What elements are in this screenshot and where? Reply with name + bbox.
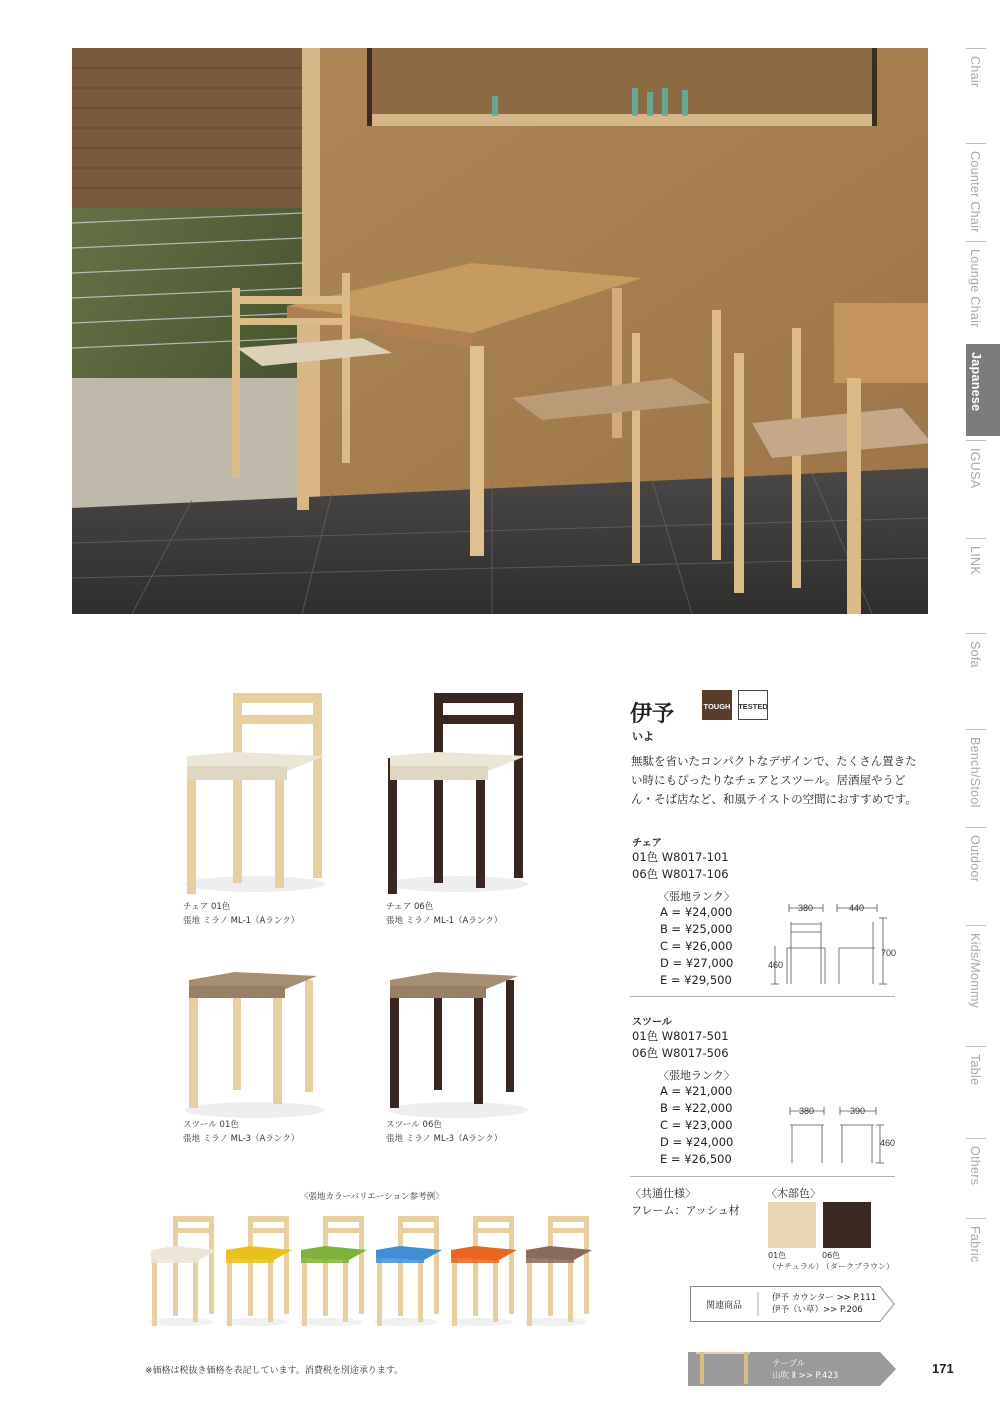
- stool-heading: スツール: [632, 1017, 672, 1028]
- chair-heading: チェア: [632, 838, 662, 849]
- nav-label: Chair: [968, 56, 982, 88]
- product-code: 06色 W8017-106: [632, 867, 729, 881]
- price-row: D = ¥27,000: [660, 956, 734, 970]
- restaurant-scene-image: [72, 48, 928, 614]
- caption-stool-06: [386, 1118, 502, 1146]
- chair-codes: [632, 849, 729, 883]
- tested-badge: [738, 690, 768, 720]
- nav-item-sofa[interactable]: [966, 633, 1000, 729]
- wood-swatch-natural: [768, 1202, 816, 1248]
- nav-label: Fabric: [968, 1226, 982, 1263]
- nav-label: Japanese: [969, 352, 983, 412]
- price-row: C = ¥23,000: [660, 1118, 733, 1132]
- page-number: 171: [932, 1361, 954, 1376]
- product-description: 無駄を省いたコンパクトなデザインで、たくさん置きたい時にもぴったりなチェアとスツール。居酒屋やうどん・そば店など、和風テイストの空間におすすめです。: [631, 754, 917, 806]
- variation-heading: 〈張地カラーバリエーション参考例〉: [300, 1192, 444, 1202]
- nav-label: Outdoor: [968, 835, 982, 883]
- stool-natural-image: [175, 962, 335, 1122]
- nav-label: Bench/Stool: [968, 737, 982, 808]
- variation-chair: [449, 1216, 517, 1326]
- stool-price-list: [660, 1083, 733, 1168]
- price-row: E = ¥29,500: [660, 973, 732, 987]
- caption-chair-06: [386, 900, 502, 928]
- related-link-igusa[interactable]: 伊予（い草）>> P.206: [772, 1305, 863, 1315]
- caption-line: 張地 ミラノ ML-3（Aランク）: [386, 1134, 503, 1144]
- divider: [630, 1176, 895, 1177]
- nav-item-japanese[interactable]: [966, 344, 1000, 436]
- variation-chair: [524, 1216, 592, 1326]
- product-reading: いよ: [632, 730, 654, 743]
- nav-item-igusa[interactable]: [966, 440, 1000, 538]
- nav-item-table[interactable]: [966, 1046, 1000, 1138]
- badge-text: TOUGH: [703, 702, 731, 711]
- nav-label: IGUSA: [968, 448, 982, 489]
- category-sidenav: [966, 48, 1000, 1298]
- related-links: [772, 1292, 876, 1316]
- frame-spec: フレーム：アッシュ材: [631, 1204, 740, 1217]
- dim-width: 380: [799, 1106, 815, 1116]
- caption-line: チェア 01色: [183, 902, 231, 912]
- table-link-text: [772, 1358, 838, 1382]
- stool-dark-image: [378, 962, 538, 1122]
- nav-item-bench-stool[interactable]: [966, 729, 1000, 827]
- dim-depth: 390: [850, 1106, 866, 1116]
- nav-item-others[interactable]: [966, 1138, 1000, 1218]
- chair-price-list: [660, 904, 733, 989]
- nav-item-counter-chair[interactable]: [966, 143, 1000, 241]
- fabric-variation-chairs: [145, 1212, 595, 1330]
- variation-chair: [149, 1216, 217, 1326]
- dim-height: 700: [881, 948, 897, 958]
- variation-chair: [224, 1216, 292, 1326]
- caption-line: チェア 06色: [386, 902, 434, 912]
- dim-height: 460: [880, 1138, 896, 1148]
- stool-dimension-drawing: [780, 1103, 900, 1168]
- nav-label: Table: [968, 1054, 982, 1086]
- wood-color-heading: 〈木部色〉: [766, 1187, 821, 1200]
- product-code: 01色 W8017-501: [632, 1029, 729, 1043]
- table-link-label: テーブル: [772, 1359, 806, 1369]
- price-row: C = ¥26,000: [660, 939, 733, 953]
- dim-seat: 460: [768, 960, 784, 970]
- swatch-label: 01色: [768, 1251, 787, 1260]
- chair-rank-heading: 〈張地ランク〉: [658, 890, 735, 903]
- variation-chair: [299, 1216, 367, 1326]
- caption-line: 張地 ミラノ ML-1（Aランク）: [386, 916, 503, 926]
- nav-item-kids-mommy[interactable]: [966, 925, 1000, 1023]
- nav-label: Counter Chair: [968, 151, 982, 233]
- nav-item-fabric[interactable]: [966, 1218, 1000, 1298]
- product-title: 伊予: [630, 701, 675, 727]
- caption-line: 張地 ミラノ ML-1（Aランク）: [183, 916, 300, 926]
- price-row: B = ¥22,000: [660, 1101, 733, 1115]
- swatch-sub: （ダークブラウン）: [822, 1262, 894, 1271]
- product-code: 06色 W8017-506: [632, 1046, 729, 1060]
- caption-stool-01: [183, 1118, 299, 1146]
- price-row: E = ¥26,500: [660, 1152, 732, 1166]
- nav-label: Sofa: [968, 641, 982, 668]
- nav-item-chair[interactable]: [966, 48, 1000, 143]
- price-row: A = ¥24,000: [660, 905, 733, 919]
- swatch-label-01: [768, 1250, 824, 1272]
- related-label: 関連商品: [706, 1301, 743, 1311]
- nav-label: Kids/Mommy: [968, 933, 982, 1009]
- chair-dark-image: [378, 688, 538, 898]
- table-link-page[interactable]: 山吹 Ⅱ >> P.423: [772, 1371, 839, 1381]
- related-link-counter[interactable]: 伊予 カウンター >> P.111: [772, 1293, 877, 1303]
- price-row: A = ¥21,000: [660, 1084, 733, 1098]
- caption-line: スツール 01色: [183, 1120, 239, 1130]
- price-footnote: ※価格は税抜き価格を表記しています。消費税を別途承ります。: [145, 1366, 404, 1376]
- nav-item-lounge-chair[interactable]: [966, 241, 1000, 339]
- hero-photo: [72, 48, 928, 614]
- price-row: D = ¥24,000: [660, 1135, 734, 1149]
- caption-line: スツール 06色: [386, 1120, 442, 1130]
- stool-codes: [632, 1028, 729, 1062]
- caption-line: 張地 ミラノ ML-3（Aランク）: [183, 1134, 300, 1144]
- caption-chair-01: [183, 900, 299, 928]
- nav-label: Lounge Chair: [968, 249, 982, 328]
- swatch-sub: （ナチュラル）: [768, 1262, 824, 1271]
- variation-chair: [374, 1216, 442, 1326]
- nav-label: LINK: [968, 546, 982, 575]
- dim-width: 380: [798, 903, 814, 913]
- dim-depth: 440: [849, 903, 865, 913]
- product-code: 01色 W8017-101: [632, 850, 729, 864]
- nav-item-outdoor[interactable]: [966, 827, 1000, 925]
- price-row: B = ¥25,000: [660, 922, 733, 936]
- badge-text: TESTED: [738, 702, 768, 711]
- swatch-label: 06色: [822, 1251, 841, 1260]
- swatch-label-06: [822, 1250, 894, 1272]
- tough-badge: [702, 690, 732, 720]
- wood-swatch-dark-brown: [823, 1202, 871, 1248]
- nav-item-link[interactable]: [966, 538, 1000, 633]
- nav-label: Others: [968, 1146, 982, 1186]
- chair-dimension-drawing: [765, 898, 900, 988]
- chair-natural-image: [175, 688, 335, 898]
- stool-rank-heading: 〈張地ランク〉: [658, 1069, 735, 1082]
- divider: [630, 996, 895, 997]
- common-spec-heading: 〈共通仕様〉: [630, 1187, 696, 1200]
